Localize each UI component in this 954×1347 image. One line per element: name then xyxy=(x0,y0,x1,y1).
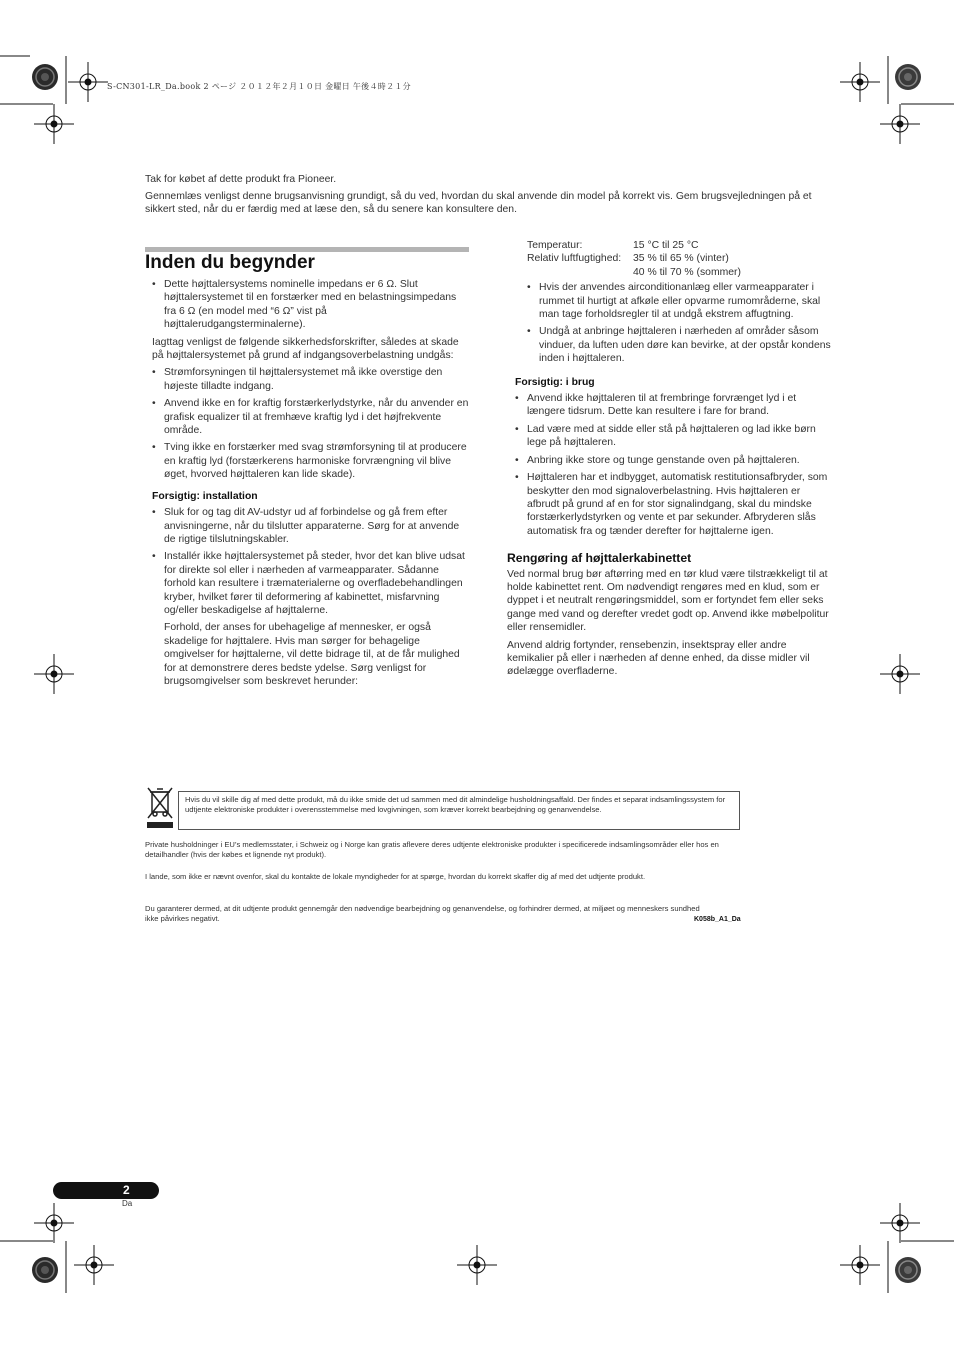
color-target-icon xyxy=(893,62,923,92)
weee-paragraph-guarantee: Du garanterer dermed, at dit udtjente produkt gennemgår den nødvendige bearbejdning og genanvendelse, og forhindrer dermed, at miljøet og menneskers sundhed ikke påvirkes negativt. xyxy=(145,904,700,924)
registration-mark-icon xyxy=(880,104,920,144)
list-item: • Højttaleren har et indbygget, automatisk restitutionsafbryder, som beskytter den mod signaloverbelastning. Hvis højttaleren er afbrudt på grund af en for stor signalindgang, skal du mindske forstærkerlydstyrken og vente et par sekunder. Afbryderen slås automatisk fra og tænder derefter for højttalerne igen. xyxy=(515,472,828,537)
list-item-continuation: Forhold, der anses for ubehagelige af mennesker, er også skadelige for højttalere. Hvis man sørger for behagelige omgivelser for højttalerne, vil dette bidrage til, at de får mulighed for at demonstrere deres bedste ydelse. Sørg venligst for brugsomgivelser som beskrevet herunder: xyxy=(164,622,460,687)
list-item: • Strømforsyningen til højttalersystemet må ikke overstige den højeste tilladte indgang. xyxy=(152,367,443,392)
cleaning-heading: Rengøring af højttalerkabinettet xyxy=(507,551,692,566)
humidity-value-winter: 35 % til 65 % (vinter) xyxy=(633,253,729,265)
print-header: S-CN301-LR_Da.book 2 ページ ２０１２年２月１０日 金曜日 午後４時２１分 xyxy=(107,82,411,91)
color-target-icon xyxy=(30,1255,60,1285)
registration-mark-icon xyxy=(880,1203,920,1243)
color-target-icon xyxy=(30,62,60,92)
weee-notice-box: Hvis du vil skille dig af med dette produkt, må du ikke smide det ud sammen med dit almindelige husholdningsaffald. Der findes et separat indsamlingssystem for udtjente elektroniske produkter i overensstemmelse med lovgivningen, som kræver korrekt bearbejdning og genanvendelse. xyxy=(178,791,740,830)
intro-read-manual: Gennemlæs venligst denne brugsanvisning grundigt, så du ved, hvordan du skal anvende din model på korrekt vis. Gem brugsvejledningen på et sikkert sted, når du er færdig med at læse den, så du senere kan konsultere den. xyxy=(145,191,812,216)
list-item: • Undgå at anbringe højttaleren i nærheden af områder såsom vinduer, da luften uden døre kan bevirke, at der opstår kondens inden i højttaleren. xyxy=(527,326,831,365)
cleaning-warning: Anvend aldrig fortynder, rensebenzin, insektspray eller andre kemikalier på eller i nærheden af denne enhed, da disse midler vil ødelægge overfladerne. xyxy=(507,639,810,678)
weee-paragraph-eu: Private husholdninger i EU’s medlemsstater, i Schweiz og i Norge kan gratis aflevere deres udtjente elektroniske produkter i specificerede indsamlingsområder eller hos en detailhandler (hvis der købes et lignende nyt produkt). xyxy=(145,840,719,860)
list-item: • Anvend ikke højttaleren til at frembringe forvrænget lyd i et længere tidsrum. Dette kan resultere i fare for brand. xyxy=(515,393,797,418)
color-target-icon xyxy=(893,1255,923,1285)
registration-mark-icon xyxy=(880,654,920,694)
temperature-label: Temperatur: xyxy=(527,240,583,251)
page-badge xyxy=(53,1182,159,1199)
registration-mark-icon xyxy=(68,62,108,102)
registration-mark-icon xyxy=(74,1245,114,1285)
section-title: Inden du begynder xyxy=(145,252,315,273)
crossed-wheelie-bin-icon xyxy=(145,786,175,830)
weee-paragraph-other: I lande, som ikke er nævnt ovenfor, skal du kontakte de lokale myndigheder for at spørge, hvordan du korrekt skaffer dig af med det udtjente produkt. xyxy=(145,872,646,881)
subheading-in-use: Forsigtig: i brug xyxy=(515,376,595,388)
page-language: Da xyxy=(122,1199,133,1208)
registration-mark-icon xyxy=(34,1203,74,1243)
registration-mark-icon xyxy=(34,654,74,694)
right-column xyxy=(507,239,832,683)
list-item: • Anvend ikke en for kraftig forstærkerlydstyrke, når du anvender en grafisk equalizer til at fremhæve kraftig lyd i det højfrekvente område. xyxy=(152,398,469,437)
list-item: • Lad være med at sidde eller stå på højttaleren og lad ikke børn lege på højttaleren. xyxy=(515,423,816,449)
list-item: • Hvis der anvendes airconditionanlæg eller varmeapparater i rummet til hurtigt at afkøle eller opvarme rumområderne, skal man tage forholdsregler til at undgå ekstrem affugtning. xyxy=(527,282,821,321)
list-item: • Dette højttalersystems nominelle impedans er 6 Ω. Slut højttalersystemet til en forstærker med en belastningsimpedans fra 6 Ω (en model med “6 Ω” vist på højttalerudgangsterminalerne). xyxy=(152,279,457,331)
page-number: 2 xyxy=(123,1183,130,1197)
list-item: • Installér ikke højttalersystemet på steder, hvor det kan blive udsat for direkte sol eller i nærheden af varmeapparater. Sådanne forhold kan resultere i træmaterialerne og overfladebehandlingen kryber, hvilket fører til deformering af kabinettet, misfarvning og/eller beskadigelse af højttalerne. Forhold, der anses for ubehagelige af mennesker, er også skadelige for højttalere. Hvis man sørger for behagelige omgivelser for højttalerne, vil dette bidrage til, at de får mulighed for at demonstrere deres bedste ydelse. Sørg venligst for brugsomgivelser som beskrevet herunder: xyxy=(152,550,470,688)
humidity-value-summer: 40 % til 70 % (sommer) xyxy=(633,266,741,278)
intro-thanks: Tak for købet af dette produkt fra Pioneer. xyxy=(145,174,337,185)
temperature-value: 15 °C til 25 °C xyxy=(633,240,699,251)
list-item: • Anbring ikke store og tunge genstande oven på højttaleren. xyxy=(515,454,800,466)
environment-specs xyxy=(527,239,832,279)
registration-mark-icon xyxy=(34,104,74,144)
cleaning-paragraph: Ved normal brug bør aftørring med en tør klud være tilstrækkeligt til at holde kabinettet rent. Om nødvendigt rengøres med en klud, som er dyppet i et neutralt rengøringsmiddel, som er fortyndet fem eller seks gange med vand og derefter vredet godt op. Anvend ikke møbelpolitur eller rensemidler. xyxy=(507,568,829,634)
humidity-label: Relativ luftfugtighed: xyxy=(527,253,622,265)
list-item: • Tving ikke en forstærker med svag strømforsyning til at producere en kraftig lyd (forstærkerens harmoniske forvrængning vil blive øget, hvorved højttaleren kan lide skade). xyxy=(152,442,467,481)
list-item: • Sluk for og tag dit AV-udstyr ud af forbindelse og gå frem efter anvisningerne, når du tilslutter apparaterne. Sørg for at anvende de rigtige tilslutningskabler. xyxy=(152,507,460,545)
registration-mark-icon xyxy=(840,1245,880,1285)
safety-intro: Iagttag venligst de følgende sikkerhedsforskrifter, således at skade på højttalersystemet på grund af indgangsoverbelastning undgås: xyxy=(152,336,459,362)
registration-mark-icon xyxy=(840,62,880,102)
registration-mark-icon xyxy=(457,1245,497,1285)
left-column xyxy=(152,278,470,692)
subheading-installation: Forsigtig: installation xyxy=(152,490,258,502)
document-code: K058b_A1_Da xyxy=(694,916,741,923)
